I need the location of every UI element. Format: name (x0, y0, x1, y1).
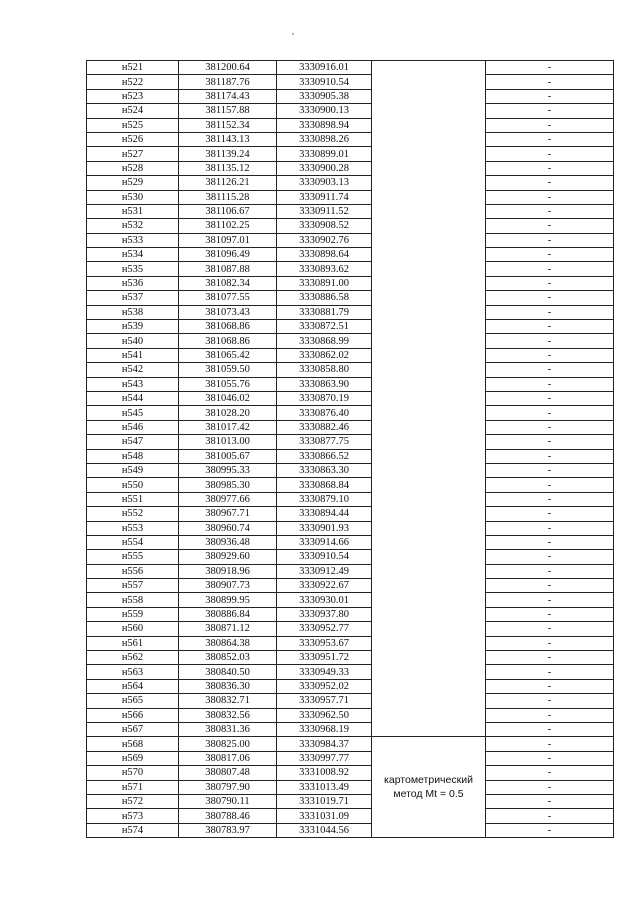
point-id-cell: н531 (87, 204, 179, 218)
x-coordinate-cell: 380985.30 (179, 478, 277, 492)
y-coordinate-cell: 3330863.30 (277, 463, 372, 477)
table-row (87, 780, 614, 794)
y-coordinate-cell: 3330910.54 (277, 550, 372, 564)
point-id-cell: н566 (87, 708, 179, 722)
table-row (87, 550, 614, 564)
point-id-cell: н532 (87, 219, 179, 233)
x-coordinate-cell: 381013.00 (179, 435, 277, 449)
y-coordinate-cell: 3330957.71 (277, 694, 372, 708)
dash-cell: - (486, 75, 614, 89)
y-coordinate-cell: 3330872.51 (277, 320, 372, 334)
table-row (87, 118, 614, 132)
point-id-cell: н551 (87, 492, 179, 506)
x-coordinate-cell: 381087.88 (179, 262, 277, 276)
dash-cell: - (486, 262, 614, 276)
x-coordinate-cell: 380871.12 (179, 622, 277, 636)
table-row (87, 348, 614, 362)
x-coordinate-cell: 381028.20 (179, 406, 277, 420)
x-coordinate-cell: 380817.06 (179, 751, 277, 765)
x-coordinate-cell: 381115.28 (179, 190, 277, 204)
x-coordinate-cell: 380797.90 (179, 780, 277, 794)
table-row (87, 463, 614, 477)
dash-cell: - (486, 348, 614, 362)
y-coordinate-cell: 3330899.01 (277, 147, 372, 161)
point-id-cell: н562 (87, 651, 179, 665)
dash-cell: - (486, 161, 614, 175)
table-row (87, 679, 614, 693)
table-row (87, 622, 614, 636)
y-coordinate-cell: 3330879.10 (277, 492, 372, 506)
y-coordinate-cell: 3330891.00 (277, 276, 372, 290)
dash-cell: - (486, 463, 614, 477)
method-cell-empty (372, 61, 486, 737)
x-coordinate-cell: 380852.03 (179, 651, 277, 665)
coordinates-table (86, 60, 614, 838)
dash-cell: - (486, 708, 614, 722)
table-row (87, 809, 614, 823)
point-id-cell: н530 (87, 190, 179, 204)
y-coordinate-cell: 3330900.28 (277, 161, 372, 175)
point-id-cell: н550 (87, 478, 179, 492)
point-id-cell: н573 (87, 809, 179, 823)
table-row (87, 132, 614, 146)
point-id-cell: н544 (87, 391, 179, 405)
table-row (87, 449, 614, 463)
dash-cell: - (486, 420, 614, 434)
y-coordinate-cell: 3330962.50 (277, 708, 372, 722)
y-coordinate-cell: 3330953.67 (277, 636, 372, 650)
point-id-cell: н569 (87, 751, 179, 765)
point-id-cell: н540 (87, 334, 179, 348)
table-row (87, 161, 614, 175)
point-id-cell: н556 (87, 564, 179, 578)
dash-cell: - (486, 665, 614, 679)
point-id-cell: н574 (87, 823, 179, 837)
x-coordinate-cell: 380929.60 (179, 550, 277, 564)
y-coordinate-cell: 3330881.79 (277, 305, 372, 319)
point-id-cell: н541 (87, 348, 179, 362)
y-coordinate-cell: 3330968.19 (277, 722, 372, 736)
x-coordinate-cell: 381055.76 (179, 377, 277, 391)
dash-cell: - (486, 334, 614, 348)
point-id-cell: н563 (87, 665, 179, 679)
dash-cell: - (486, 233, 614, 247)
dash-cell: - (486, 492, 614, 506)
point-id-cell: н549 (87, 463, 179, 477)
point-id-cell: н570 (87, 766, 179, 780)
point-id-cell: н545 (87, 406, 179, 420)
dash-cell: - (486, 780, 614, 794)
y-coordinate-cell: 3330952.02 (277, 679, 372, 693)
dash-cell: - (486, 363, 614, 377)
method-note-line1: картометрический (384, 774, 473, 787)
table-row (87, 564, 614, 578)
x-coordinate-cell: 381068.86 (179, 320, 277, 334)
x-coordinate-cell: 381005.67 (179, 449, 277, 463)
dash-cell: - (486, 377, 614, 391)
point-id-cell: н557 (87, 579, 179, 593)
y-coordinate-cell: 3330922.67 (277, 579, 372, 593)
dash-cell: - (486, 823, 614, 837)
y-coordinate-cell: 3330868.99 (277, 334, 372, 348)
point-id-cell: н554 (87, 535, 179, 549)
dash-cell: - (486, 406, 614, 420)
point-id-cell: н536 (87, 276, 179, 290)
dash-cell: - (486, 737, 614, 751)
dash-cell: - (486, 190, 614, 204)
dash-cell: - (486, 622, 614, 636)
y-coordinate-cell: 3330898.64 (277, 248, 372, 262)
table-row (87, 176, 614, 190)
dash-cell: - (486, 305, 614, 319)
y-coordinate-cell: 3331044.56 (277, 823, 372, 837)
y-coordinate-cell: 3331031.09 (277, 809, 372, 823)
x-coordinate-cell: 380899.95 (179, 593, 277, 607)
table-row (87, 262, 614, 276)
dash-cell: - (486, 507, 614, 521)
table-row (87, 708, 614, 722)
dash-cell: - (486, 809, 614, 823)
table-row (87, 334, 614, 348)
x-coordinate-cell: 381073.43 (179, 305, 277, 319)
y-coordinate-cell: 3330905.38 (277, 89, 372, 103)
point-id-cell: н553 (87, 521, 179, 535)
y-coordinate-cell: 3330903.13 (277, 176, 372, 190)
point-id-cell: н564 (87, 679, 179, 693)
point-id-cell: н522 (87, 75, 179, 89)
table-row (87, 766, 614, 780)
point-id-cell: н572 (87, 794, 179, 808)
table-row (87, 535, 614, 549)
table-row (87, 794, 614, 808)
point-id-cell: н567 (87, 722, 179, 736)
x-coordinate-cell: 380960.74 (179, 521, 277, 535)
point-id-cell: н546 (87, 420, 179, 434)
x-coordinate-cell: 381143.13 (179, 132, 277, 146)
point-id-cell: н543 (87, 377, 179, 391)
table-row (87, 507, 614, 521)
x-coordinate-cell: 381077.55 (179, 291, 277, 305)
y-coordinate-cell: 3330997.77 (277, 751, 372, 765)
table-row (87, 391, 614, 405)
y-coordinate-cell: 3330914.66 (277, 535, 372, 549)
x-coordinate-cell: 381017.42 (179, 420, 277, 434)
table-row (87, 89, 614, 103)
point-id-cell: н559 (87, 607, 179, 621)
y-coordinate-cell: 3330949.33 (277, 665, 372, 679)
table-row (87, 665, 614, 679)
table-row (87, 204, 614, 218)
point-id-cell: н568 (87, 737, 179, 751)
table-row (87, 651, 614, 665)
point-id-cell: н560 (87, 622, 179, 636)
table-row (87, 420, 614, 434)
x-coordinate-cell: 381068.86 (179, 334, 277, 348)
y-coordinate-cell: 3330863.90 (277, 377, 372, 391)
point-id-cell: н537 (87, 291, 179, 305)
table-row (87, 737, 614, 751)
x-coordinate-cell: 381096.49 (179, 248, 277, 262)
y-coordinate-cell: 3330930.01 (277, 593, 372, 607)
dash-cell: - (486, 636, 614, 650)
dash-cell: - (486, 61, 614, 75)
dash-cell: - (486, 89, 614, 103)
x-coordinate-cell: 381106.67 (179, 204, 277, 218)
dash-cell: - (486, 276, 614, 290)
y-coordinate-cell: 3330886.58 (277, 291, 372, 305)
dash-cell: - (486, 521, 614, 535)
y-coordinate-cell: 3330937.80 (277, 607, 372, 621)
dash-cell: - (486, 132, 614, 146)
x-coordinate-cell: 380864.38 (179, 636, 277, 650)
y-coordinate-cell: 3330877.75 (277, 435, 372, 449)
y-coordinate-cell: 3330902.76 (277, 233, 372, 247)
x-coordinate-cell: 380788.46 (179, 809, 277, 823)
point-id-cell: н534 (87, 248, 179, 262)
y-coordinate-cell: 3330866.52 (277, 449, 372, 463)
dash-cell: - (486, 794, 614, 808)
table-row (87, 305, 614, 319)
dash-cell: - (486, 550, 614, 564)
x-coordinate-cell: 380831.36 (179, 722, 277, 736)
x-coordinate-cell: 380907.73 (179, 579, 277, 593)
x-coordinate-cell: 381139.24 (179, 147, 277, 161)
table-row (87, 233, 614, 247)
x-coordinate-cell: 381152.34 (179, 118, 277, 132)
dash-cell: - (486, 751, 614, 765)
point-id-cell: н548 (87, 449, 179, 463)
dash-cell: - (486, 176, 614, 190)
method-note-cell (372, 737, 486, 838)
table-row (87, 61, 614, 75)
point-id-cell: н524 (87, 104, 179, 118)
point-id-cell: н547 (87, 435, 179, 449)
point-id-cell: н552 (87, 507, 179, 521)
dash-cell: - (486, 248, 614, 262)
x-coordinate-cell: 380807.48 (179, 766, 277, 780)
table-row (87, 190, 614, 204)
table-row (87, 435, 614, 449)
table-row (87, 320, 614, 334)
dash-cell: - (486, 320, 614, 334)
dash-cell: - (486, 104, 614, 118)
y-coordinate-cell: 3330916.01 (277, 61, 372, 75)
dash-cell: - (486, 607, 614, 621)
y-coordinate-cell: 3330912.49 (277, 564, 372, 578)
point-id-cell: н523 (87, 89, 179, 103)
dash-cell: - (486, 579, 614, 593)
point-id-cell: н528 (87, 161, 179, 175)
table-row (87, 579, 614, 593)
y-coordinate-cell: 3331008.92 (277, 766, 372, 780)
y-coordinate-cell: 3330862.02 (277, 348, 372, 362)
y-coordinate-cell: 3330908.52 (277, 219, 372, 233)
y-coordinate-cell: 3330858.80 (277, 363, 372, 377)
dash-cell: - (486, 449, 614, 463)
point-id-cell: н533 (87, 233, 179, 247)
x-coordinate-cell: 380790.11 (179, 794, 277, 808)
y-coordinate-cell: 3330911.52 (277, 204, 372, 218)
table-row (87, 722, 614, 736)
dash-cell: - (486, 722, 614, 736)
x-coordinate-cell: 380783.97 (179, 823, 277, 837)
x-coordinate-cell: 381102.25 (179, 219, 277, 233)
x-coordinate-cell: 380918.96 (179, 564, 277, 578)
y-coordinate-cell: 3330910.54 (277, 75, 372, 89)
table-row (87, 291, 614, 305)
point-id-cell: н525 (87, 118, 179, 132)
x-coordinate-cell: 381174.43 (179, 89, 277, 103)
x-coordinate-cell: 381200.64 (179, 61, 277, 75)
point-id-cell: н555 (87, 550, 179, 564)
dash-cell: - (486, 694, 614, 708)
x-coordinate-cell: 381082.34 (179, 276, 277, 290)
dash-cell: - (486, 535, 614, 549)
dash-cell: - (486, 219, 614, 233)
point-id-cell: н521 (87, 61, 179, 75)
y-coordinate-cell: 3330870.19 (277, 391, 372, 405)
y-coordinate-cell: 3330898.26 (277, 132, 372, 146)
x-coordinate-cell: 380840.50 (179, 665, 277, 679)
y-coordinate-cell: 3330894.44 (277, 507, 372, 521)
table-row (87, 219, 614, 233)
x-coordinate-cell: 380836.30 (179, 679, 277, 693)
table-row (87, 751, 614, 765)
dash-cell: - (486, 147, 614, 161)
point-id-cell: н561 (87, 636, 179, 650)
x-coordinate-cell: 381097.01 (179, 233, 277, 247)
table-row (87, 75, 614, 89)
x-coordinate-cell: 381126.21 (179, 176, 277, 190)
y-coordinate-cell: 3330868.84 (277, 478, 372, 492)
dash-cell: - (486, 564, 614, 578)
table-row (87, 276, 614, 290)
table-row (87, 363, 614, 377)
point-id-cell: н571 (87, 780, 179, 794)
table-row (87, 694, 614, 708)
x-coordinate-cell: 381187.76 (179, 75, 277, 89)
dash-cell: - (486, 118, 614, 132)
dash-cell: - (486, 204, 614, 218)
y-coordinate-cell: 3330882.46 (277, 420, 372, 434)
dash-cell: - (486, 766, 614, 780)
y-coordinate-cell: 3330898.94 (277, 118, 372, 132)
x-coordinate-cell: 381065.42 (179, 348, 277, 362)
dash-cell: - (486, 593, 614, 607)
x-coordinate-cell: 380967.71 (179, 507, 277, 521)
point-id-cell: н565 (87, 694, 179, 708)
x-coordinate-cell: 380886.84 (179, 607, 277, 621)
y-coordinate-cell: 3330984.37 (277, 737, 372, 751)
dash-cell: - (486, 478, 614, 492)
table-row (87, 593, 614, 607)
table-row (87, 406, 614, 420)
dash-cell: - (486, 391, 614, 405)
dash-cell: - (486, 435, 614, 449)
point-id-cell: н526 (87, 132, 179, 146)
table-row (87, 377, 614, 391)
x-coordinate-cell: 380995.33 (179, 463, 277, 477)
point-id-cell: н538 (87, 305, 179, 319)
x-coordinate-cell: 380832.56 (179, 708, 277, 722)
table-row (87, 478, 614, 492)
x-coordinate-cell: 381135.12 (179, 161, 277, 175)
point-id-cell: н539 (87, 320, 179, 334)
table-row (87, 521, 614, 535)
dash-cell: - (486, 651, 614, 665)
point-id-cell: н529 (87, 176, 179, 190)
x-coordinate-cell: 381059.50 (179, 363, 277, 377)
point-id-cell: н542 (87, 363, 179, 377)
table-row (87, 823, 614, 837)
y-coordinate-cell: 3331013.49 (277, 780, 372, 794)
y-coordinate-cell: 3330951.72 (277, 651, 372, 665)
method-note-line2: метод Mt = 0.5 (393, 788, 464, 801)
coordinates-table-body (87, 61, 614, 838)
dash-cell: - (486, 679, 614, 693)
table-row (87, 147, 614, 161)
point-id-cell: н535 (87, 262, 179, 276)
table-row (87, 104, 614, 118)
table-row (87, 607, 614, 621)
y-coordinate-cell: 3330876.40 (277, 406, 372, 420)
y-coordinate-cell: 3331019.71 (277, 794, 372, 808)
y-coordinate-cell: 3330911.74 (277, 190, 372, 204)
point-id-cell: н527 (87, 147, 179, 161)
dash-cell: - (486, 291, 614, 305)
x-coordinate-cell: 380825.00 (179, 737, 277, 751)
table-row (87, 248, 614, 262)
table-row (87, 492, 614, 506)
y-coordinate-cell: 3330952.77 (277, 622, 372, 636)
y-coordinate-cell: 3330901.93 (277, 521, 372, 535)
x-coordinate-cell: 380832.71 (179, 694, 277, 708)
table-row (87, 636, 614, 650)
x-coordinate-cell: 380977.66 (179, 492, 277, 506)
scan-mark (292, 33, 294, 35)
y-coordinate-cell: 3330893.62 (277, 262, 372, 276)
x-coordinate-cell: 381157.88 (179, 104, 277, 118)
y-coordinate-cell: 3330900.13 (277, 104, 372, 118)
x-coordinate-cell: 381046.02 (179, 391, 277, 405)
point-id-cell: н558 (87, 593, 179, 607)
x-coordinate-cell: 380936.48 (179, 535, 277, 549)
